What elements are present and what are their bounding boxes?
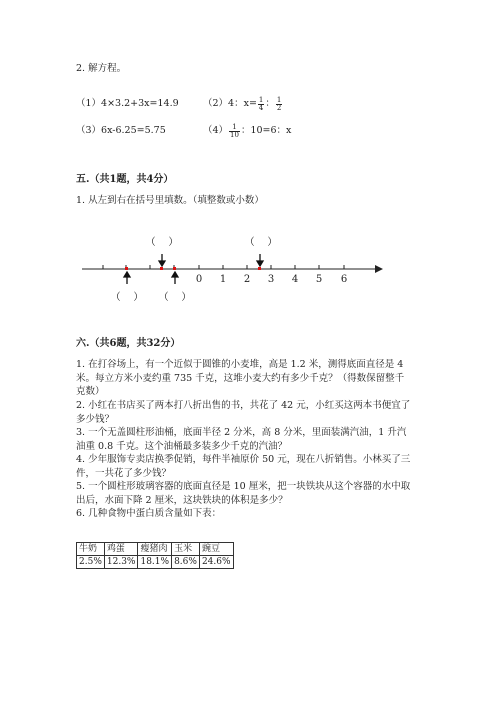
section-5-question: 1. 从左到右在括号里填数。（填整数或小数） (76, 195, 264, 206)
question-line: 出后，水面下降 2 厘米，这块铁块的体积是多少？ (76, 494, 288, 506)
number-line (70, 228, 390, 308)
fraction-numerator: 1 (258, 95, 264, 104)
equation-4-fraction (229, 124, 240, 139)
question-line: 克数） (76, 386, 105, 397)
equation-2-fraction-2 (276, 97, 282, 112)
solve-title: 2. 解方程。 (76, 63, 127, 74)
table-cell: 24.6% (199, 556, 233, 569)
question-line: 件，一共花了多少钱？ (76, 467, 172, 479)
tick-label: 0 (195, 274, 203, 285)
question-3 (76, 426, 428, 453)
table-cell: 2.5% (77, 556, 105, 569)
equation-2-fraction-1 (258, 97, 264, 112)
answer-bracket[interactable]: （ ） (145, 237, 179, 248)
table-header-cell: 牛奶 (77, 543, 105, 556)
question-4 (76, 453, 428, 480)
section-5-heading: 五.（共1题，共4分） (76, 174, 174, 185)
section-6-heading: 六.（共6题，共32分） (76, 338, 181, 349)
fraction-numerator: 1 (276, 95, 282, 104)
up-arrow-icon (124, 272, 130, 277)
table-cell: 12.3% (104, 556, 138, 569)
question-line: 3. 一个无盖圆柱形油桶，底面半径 2 分米，高 8 分米，里面装满汽油，1 升汽 (76, 427, 407, 438)
table-header-cell: 瘦猪肉 (138, 543, 172, 556)
question-5 (76, 480, 428, 507)
down-arrow-icon (257, 261, 263, 266)
table-header-cell: 豌豆 (199, 543, 233, 556)
question-line: 6. 几种食物中蛋白质含量如下表： (76, 508, 222, 519)
number-line-point (125, 267, 128, 270)
tick-label: 4 (291, 274, 299, 285)
tick-label: 3 (267, 274, 275, 285)
answer-bracket[interactable]: （ ） (244, 237, 278, 248)
equation-2-separator: ： (265, 98, 275, 109)
question-2 (76, 399, 428, 426)
fraction-denominator: 4 (258, 103, 264, 112)
tick-label: 2 (243, 274, 251, 285)
answer-bracket[interactable]: （ ） (110, 292, 144, 303)
question-line: 多少钱？ (76, 413, 115, 425)
number-line-arrowhead-icon (375, 265, 383, 273)
equation-3: （3）6x-6.25=5.75 (76, 125, 166, 136)
table-header-row (77, 543, 234, 556)
equation-4-prefix: （4） (203, 125, 229, 136)
table-header-cell: 鸡蛋 (104, 543, 138, 556)
fraction-denominator: 2 (276, 103, 282, 112)
down-arrow-icon (159, 261, 165, 266)
equation-2-prefix: （2）4：x= (203, 98, 257, 109)
tick-label: 5 (315, 274, 323, 285)
fraction-denominator: 10 (230, 130, 239, 139)
table-cell: 8.6% (172, 556, 200, 569)
question-1 (76, 358, 428, 399)
question-6 (76, 507, 428, 521)
equation-1: （1）4×3.2+3x=14.9 (76, 98, 179, 109)
tick-label: 1 (219, 274, 227, 285)
question-line: 油重 0.8 千克。这个油桶最多装多少千克的汽油？ (76, 440, 288, 452)
fraction-numerator: 1 (229, 124, 240, 132)
table-cell: 18.1% (138, 556, 172, 569)
number-line-point (173, 267, 176, 270)
equation-2 (203, 95, 283, 113)
answer-bracket[interactable]: （ ） (158, 292, 192, 303)
table-header-cell: 玉米 (172, 543, 200, 556)
question-line: 米。每立方米小麦约重 735 千克，这堆小麦大约有多少千克？（得数保留整千 (76, 372, 405, 384)
tick-label: 6 (340, 274, 348, 285)
equation-4-suffix: ：10=6：x (240, 125, 292, 136)
protein-table (76, 542, 234, 569)
up-arrow-icon (172, 272, 178, 277)
number-line-point (160, 267, 163, 270)
question-line: 2. 小红在书店买了两本打八折出售的书，共花了 42 元，小红买这两本书便宜了 (76, 400, 411, 411)
table-row (77, 556, 234, 569)
question-line: 1. 在打谷场上，有一个近似于圆锥的小麦堆，高是 1.2 米，测得底面直径是 4 (76, 359, 404, 370)
question-line: 4. 少年服饰专卖店换季促销，每件半袖原价 50 元，现在八折销售。小林买了三 (76, 454, 411, 465)
number-line-point (258, 267, 261, 270)
equation-4 (203, 122, 291, 140)
question-line: 5. 一个圆柱形玻璃容器的底面直径是 10 厘米，把一块铁块从这个容器的水中取 (76, 481, 411, 492)
